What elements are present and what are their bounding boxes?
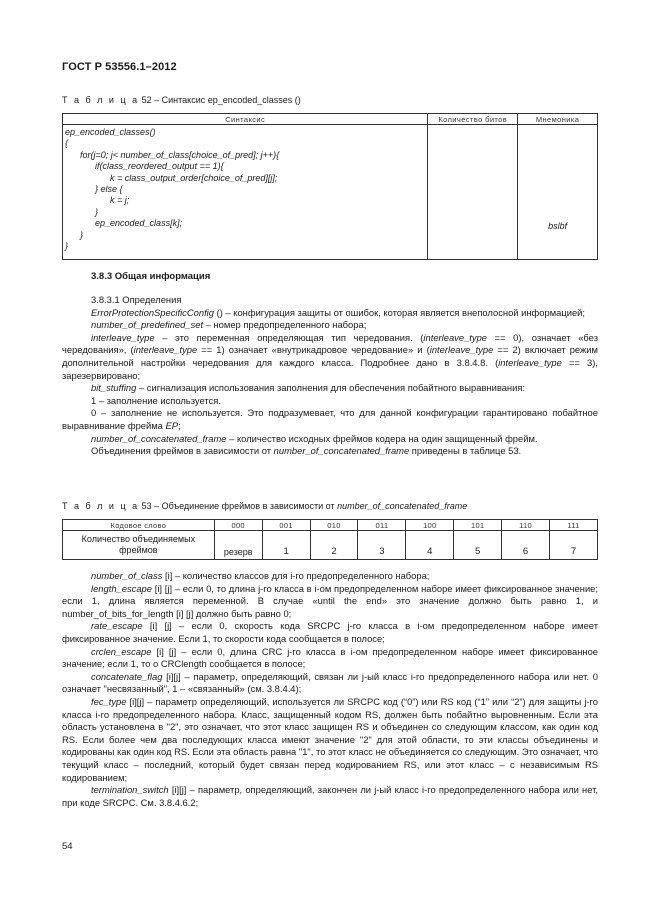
table53-code: 001 [262,520,310,531]
table53-value: 6 [502,531,550,560]
table52 [62,113,598,260]
table53-caption-term: number_of_concatenated_frame [337,501,468,511]
table53-code: 000 [214,520,262,531]
table53-code: 011 [358,520,406,531]
table53-value: резерв [214,531,262,560]
table53 [62,519,598,560]
para-stuffing-one: 1 – заполнение используется. [91,394,221,406]
table53-value: 4 [406,531,454,560]
standard-header: ГОСТ Р 53556.1–2012 [62,61,177,73]
section-heading: 3.8.3 Общая информация [91,271,211,282]
table53-code: 101 [454,520,502,531]
para-length-escape: length_escape [i] [j] – если 0, то длина j-го класса в i-ом предопределенном наборе имеет фиксированное значение; если 1, длина является переменной. В случае «until the end» это значение должно быть равно 1, и number_of_bits_for_length [i] [j] должно быть равно 0; [62,582,598,619]
page-number: 54 [62,841,73,852]
table52-header-bits: Количество битов [428,114,518,125]
para-termination-switch: termination_switch [i][j] – параметр, определяющий, закончен ли j-ый класс i-го предопределенного набора или нет, при коде SRCPC. См. 3.8.4.6.2; [62,784,598,808]
para-table53-ref: Объединения фреймов в зависимости от number_of_concatenated_frame приведены в таблице 53. [91,445,522,457]
table53-code: 111 [550,520,598,531]
para-concatenated-frame: number_of_concatenated_frame – количество исходных фреймов кодера на один защищенный фрейм. [91,432,538,444]
table53-row-codes [63,520,598,531]
syntax-code: ep_encoded_classes() { for(j=0; j< number_of_class[choice_of_pred]; j++){ if(class_reordered_output == 1){ k = class_output_order[choice_of_pred][j]; } else { k = j; } ep_encoded_class[k]; } } [65,127,280,252]
para-number-of-class: number_of_class [i] – количество классов для i-го предопределенного набора; [91,570,430,581]
table52-caption-prefix: Т а б л и ц а [62,95,140,105]
table53-value: 5 [454,531,502,560]
parameters-text [62,570,598,809]
mnemonic-value: bslbf [548,221,568,231]
table53-caption-text: 53 – Объединение фреймов в зависимости от [139,501,338,511]
para-interleave-type: interleave_type – это переменная определяющая тип чередования. (interleave_type == 0), означает «без чередования», (interleave_type == 1) означает «внутрикадровое чередование» и (interleave_type == 2) включает режим дополнительной настройки чередования для каждого класса. Подробнее дано в 3.8.4.8. (interleave_type == 3), зарезервировано; [62,331,598,381]
table53-code: 110 [502,520,550,531]
table53-value: 1 [262,531,310,560]
para-concatenate-flag: concatenate_flag [i][j] – параметр, определяющий, связан ли j-ый класс i-го предопределенного набора или нет. 0 означает "несвязанный", 1 – «связанный» (см. 3.8.4.4); [62,670,598,695]
table53-value: 7 [550,531,598,560]
para-bit-stuffing: bit_stuffing – сигнализация использования заполнения для обеспечения побайтного выравнивания: [91,382,526,394]
definitions-heading: 3.8.3.1 Определения [91,294,182,305]
para-crclen-escape: crclen_escape [i] [j] – если 0, длина CRC j-го класса в i-ом предопределенном наборе имеет фиксированное значение; если 1, то о CRClength сообщается в полосе; [62,645,598,670]
table53-counts-label: Количество объединяемых фреймов [63,531,215,560]
para-config: ErrorProtectionSpecificConfig () – конфигурация защиты от ошибок, которая является внеполосной информацией; [91,306,586,318]
table53-value: 2 [310,531,358,560]
table52-header-mnemonic: Мнемоника [518,114,598,125]
table53-value: 3 [358,531,406,560]
table52-caption [62,95,301,105]
para-stuffing-zero: 0 – заполнение не используется. Это подразумевает, что для данной конфигурации гарантировано побайтное выравнивание фрейма EP; [62,407,598,431]
table52-header-syntax: Синтаксис [63,114,428,125]
table53-code: 010 [310,520,358,531]
table53-row-counts [63,531,598,560]
bits-cell [428,125,518,260]
table53-code: 100 [406,520,454,531]
table52-caption-text: 52 – Синтаксис ep_encoded_classes () [139,95,301,105]
para-predefined-set: number_of_predefined_set – номер предопределенного набора; [91,319,367,331]
para-fec-type: fec_type [i][j] – параметр определяющий, используется ли SRCPC код (“0”) или RS код (“1” или “2”) для защиты j-го класса i-го предопределенного набора. Класс, защищенный кодом RS, должен быть побайтно выровненным. Если эта область установлена в "2", это означает, что этот класс защищен RS и объединен со следующим классом, как один код RS. Если более чем два последующих класса имеют значение "2" для этой области, то эти классы объединены и кодированы как один код RS. Если эта область равна "1", то этот класс не объединяется со следующим. Это означает, что текущий класс – последний, который будет связан перед кодированием RS, или этот класс – с независимым RS кодированием; [62,695,598,783]
para-rate-escape: rate_escape [i] [j] – если 0, скорость кода SRCPC j-го класса в i-ом предопределенном наборе имеет фиксированное значение. Если 1, то скорости кода сообщается в полосе; [62,620,598,644]
definitions-text [62,294,598,458]
table53-caption-prefix: Т а б л и ц а [62,501,140,511]
table53-caption [62,501,467,511]
table53-codes-label: Кодовое слово [63,520,215,531]
